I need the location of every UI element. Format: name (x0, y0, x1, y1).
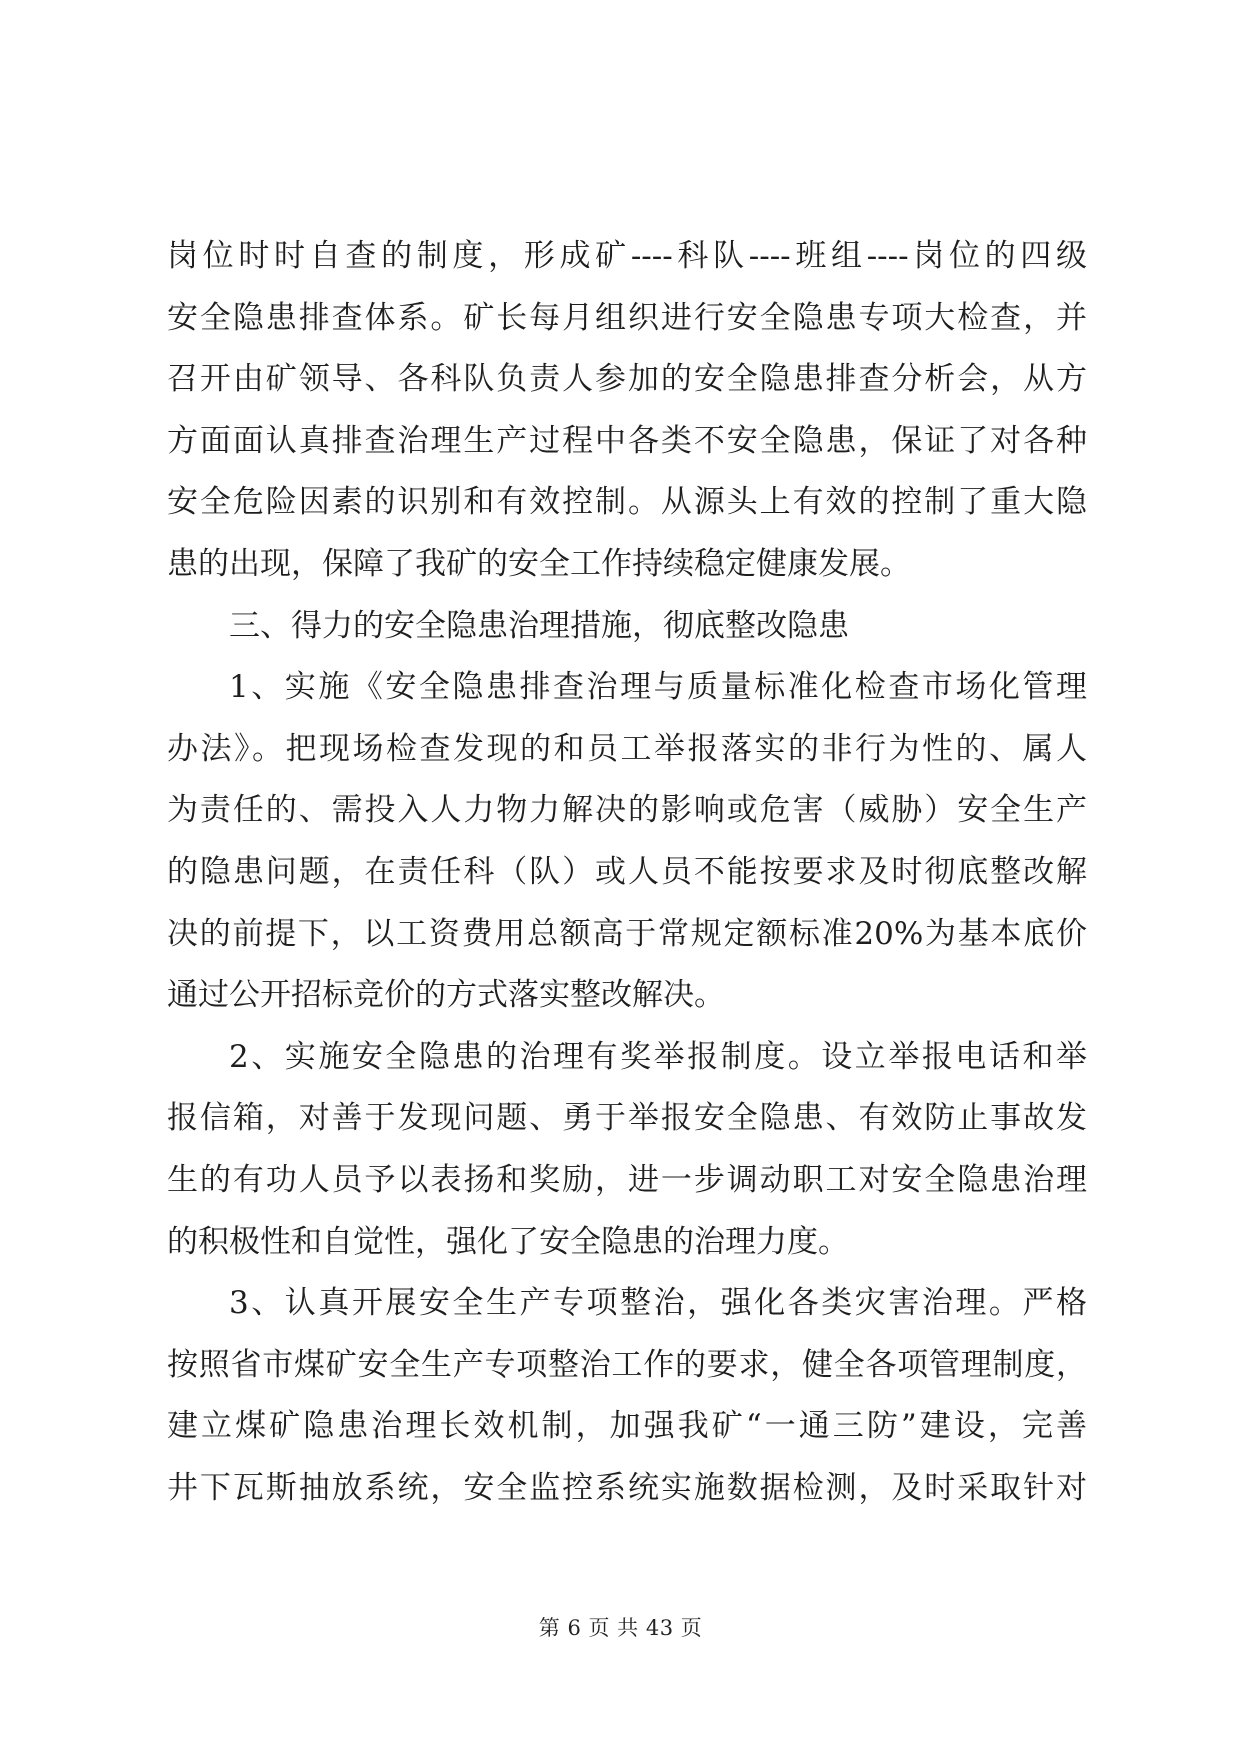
section-heading: 三、得力的安全隐患治理措施，彻底整改隐患 (229, 607, 849, 644)
page-number-footer: 第 6 页 共 43 页 (538, 1616, 703, 1640)
text-line: 2、实施安全隐患的治理有奖举报制度。设立举报电话和举 (229, 1038, 1087, 1075)
text-line: 召开由矿领导、各科队负责人参加的安全隐患排查分析会，从方 (167, 361, 1087, 398)
text-line: 建立煤矿隐患治理长效机制，加强我矿“一通三防”建设，完善 (167, 1408, 1087, 1445)
text-line: 决的前提下，以工资费用总额高于常规定额标准20%为基本底价 (167, 915, 1087, 952)
text-line: 安全隐患排查体系。矿长每月组织进行安全隐患专项大检查，并 (167, 299, 1087, 336)
text-line: 方面面认真排查治理生产过程中各类不安全隐患，保证了对各种 (167, 422, 1087, 459)
text-line: 按照省市煤矿安全生产专项整治工作的要求，健全各项管理制度， (167, 1346, 1087, 1383)
text-line: 安全危险因素的识别和有效控制。从源头上有效的控制了重大隐 (167, 484, 1087, 521)
text-line: 1、实施《安全隐患排查治理与质量标准化检查市场化管理 (229, 669, 1087, 706)
text-line: 的积极性和自觉性，强化了安全隐患的治理力度。 (167, 1223, 849, 1260)
text-line: 的隐患问题，在责任科（队）或人员不能按要求及时彻底整改解 (167, 853, 1087, 890)
text-line: 报信箱，对善于发现问题、勇于举报安全隐患、有效防止事故发 (167, 1100, 1087, 1137)
text-line: 为责任的、需投入人力物力解决的影响或危害（威胁）安全生产 (167, 792, 1087, 829)
text-line: 生的有功人员予以表扬和奖励，进一步调动职工对安全隐患治理 (167, 1161, 1087, 1198)
text-line: 岗位时时自查的制度，形成矿----科队----班组----岗位的四级 (167, 238, 1087, 274)
text-line: 井下瓦斯抽放系统，安全监控系统实施数据检测，及时采取针对 (167, 1469, 1087, 1506)
text-line: 患的出现，保障了我矿的安全工作持续稳定健康发展。 (167, 545, 911, 582)
text-line: 办法》。把现场检查发现的和员工举报落实的非行为性的、属人 (167, 730, 1087, 767)
text-line: 3、认真开展安全生产专项整治，强化各类灾害治理。严格 (229, 1285, 1087, 1322)
document-body (167, 226, 1087, 1519)
text-line: 通过公开招标竞价的方式落实整改解决。 (167, 977, 725, 1014)
